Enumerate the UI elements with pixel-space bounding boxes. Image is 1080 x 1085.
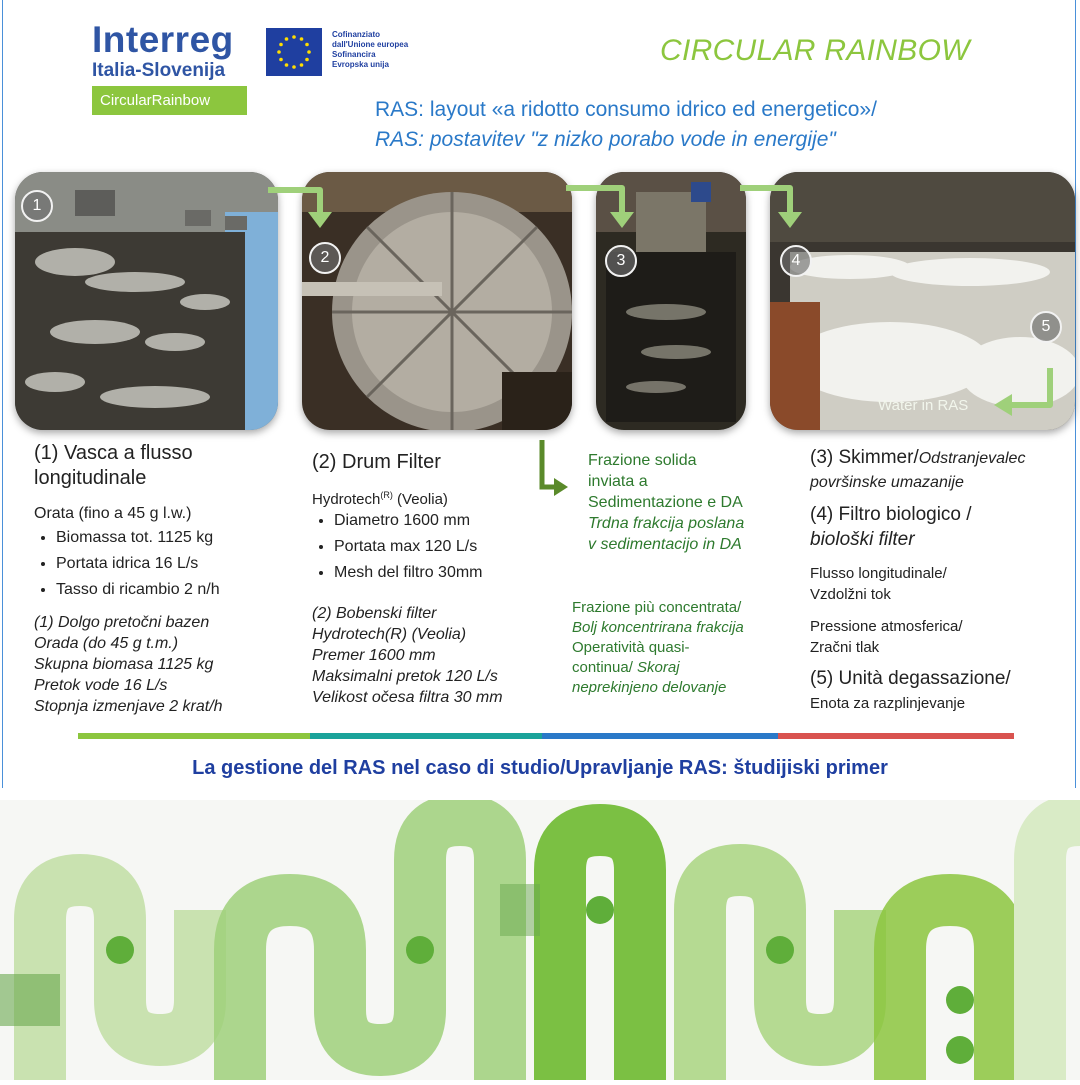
logo-name: Interreg xyxy=(92,19,234,60)
col1-slo-line: Skupna biomasa 1125 kg xyxy=(34,656,214,673)
eu-line: Cofinanziato xyxy=(332,30,380,39)
footer-bar-red xyxy=(778,733,1014,739)
col2-slo-line: Premer 1600 mm xyxy=(312,647,436,664)
col2-slovenian xyxy=(312,603,503,708)
decorative-pattern xyxy=(0,800,1080,1080)
col4-biofilter-slo: biološki filter xyxy=(810,529,915,550)
col4-skimmer-title: (3) Skimmer/ xyxy=(810,447,919,468)
col3-op-slo: Skoraj xyxy=(637,659,680,676)
col2-slo-line: Hydrotech(R) (Veolia) xyxy=(312,626,467,643)
photo-number-5: 5 xyxy=(1030,311,1062,343)
col2-brand xyxy=(312,485,448,510)
col2-bullet: • Diametro 1600 mm xyxy=(334,508,483,534)
col2-brand-name: Hydrotech xyxy=(312,491,381,508)
footer-bar-green xyxy=(78,733,310,739)
col3-concentrated-fraction xyxy=(572,598,744,698)
col2-bullets xyxy=(312,508,483,586)
col3-op-line: continua/ xyxy=(572,659,638,676)
col3-solid-slo-line: v sedimentacijo in DA xyxy=(588,536,742,553)
col3-conc-line: Frazione più concentrata/ xyxy=(572,599,742,616)
footer-title: La gestione del RAS nel caso di studio/Upravljanje RAS: študijiski primer xyxy=(192,757,888,779)
eu-line: Sofinancira xyxy=(332,50,376,59)
col4-press-line: Pressione atmosferica/ xyxy=(810,618,963,635)
col4-degas-slo: Enota za razplinjevanje xyxy=(810,695,966,712)
col1-title: (1) Vasca a flusso longitudinale xyxy=(34,442,193,489)
col4-degas-title: (5) Unità degassazione/ xyxy=(810,668,1011,689)
photo-number-3: 3 xyxy=(605,245,637,277)
col3-op-line: Operatività quasi- xyxy=(572,639,690,656)
col1-slovenian xyxy=(34,612,223,717)
header-line-slo: RAS: postavitev "z nizko porabo vode in energije" xyxy=(375,128,836,151)
col2-slo-line: (2) Bobenski filter xyxy=(312,605,437,622)
eu-line: Evropska unija xyxy=(332,60,389,69)
col4-skimmer-slo-2: površinske umazanije xyxy=(810,474,964,491)
col4-flow-slo-line: Vzdolžni tok xyxy=(810,586,891,603)
col3-solid-fraction xyxy=(588,450,744,555)
col4-skimmer-slo: Odstranjevalec xyxy=(918,450,1026,467)
photo-number-2: 2 xyxy=(309,242,341,274)
col2-slo-line: Velikost očesa filtra 30 mm xyxy=(312,689,503,706)
col3-solid-line: inviata a xyxy=(588,473,648,490)
footer-bar-blue xyxy=(542,733,778,739)
col1-bullets xyxy=(34,525,220,603)
col1-species-text: Orata (fino a 45 g l.w.) xyxy=(34,505,192,522)
col1-slo-line: Orada (do 45 g t.m.) xyxy=(34,635,179,652)
col3-op-slo-line: neprekinjeno delovanje xyxy=(572,679,727,696)
col2-bullet: • Portata max 120 L/s xyxy=(334,534,483,560)
col4-pressure xyxy=(810,616,963,658)
col1-bullet: • Biomassa tot. 1125 kg xyxy=(56,525,220,551)
col3-conc-slo-line: Bolj koncentrirana frakcija xyxy=(572,619,744,636)
col1-species xyxy=(34,503,191,524)
eu-line: dall'Unione europea xyxy=(332,40,409,49)
col1-slo-line: Stopnja izmenjave 2 krat/h xyxy=(34,698,223,715)
col1-slo-line: (1) Dolgo pretočni bazen xyxy=(34,614,210,631)
col4-biofilter-title: (4) Filtro biologico / xyxy=(810,504,972,525)
col1-bullet: • Portata idrica 16 L/s xyxy=(56,551,220,577)
col4-press-slo-line: Zračni tlak xyxy=(810,639,880,656)
col2-slo-line: Maksimalni pretok 120 L/s xyxy=(312,668,498,685)
col3-solid-line: Sedimentazione e DA xyxy=(588,494,743,511)
col1-bullet: • Tasso di ricambio 2 n/h xyxy=(56,577,220,603)
header-line-it: RAS: layout «a ridotto consumo idrico ed energetico»/ xyxy=(375,98,877,121)
photo-number-1: 1 xyxy=(21,190,53,222)
wave-pattern-graphic xyxy=(0,800,1080,1080)
col2-bullet: • Mesh del filtro 30mm xyxy=(334,560,483,586)
col1-slo-line: Pretok vode 16 L/s xyxy=(34,677,168,694)
footer-bar-teal xyxy=(310,733,542,739)
col4-skimmer xyxy=(810,446,1025,471)
col4-flow-line: Flusso longitudinale/ xyxy=(810,565,947,582)
col2-title: (2) Drum Filter xyxy=(312,451,441,473)
col4-flow xyxy=(810,563,947,605)
brand-title: CIRCULAR RAINBOW xyxy=(660,34,970,67)
col3-solid-slo-line: Trdna frakcija poslana xyxy=(588,515,745,532)
logo-region: Italia-Slovenija xyxy=(92,60,226,81)
col2-brand-rest: (Veolia) xyxy=(392,491,448,508)
col3-solid-line: Frazione solida xyxy=(588,452,697,469)
col2-brand-sup: (R) xyxy=(380,490,393,500)
project-badge: CircularRainbow xyxy=(92,86,247,115)
photo-number-4: 4 xyxy=(780,245,812,277)
water-in-ras-caption: Water in RAS xyxy=(878,397,969,414)
